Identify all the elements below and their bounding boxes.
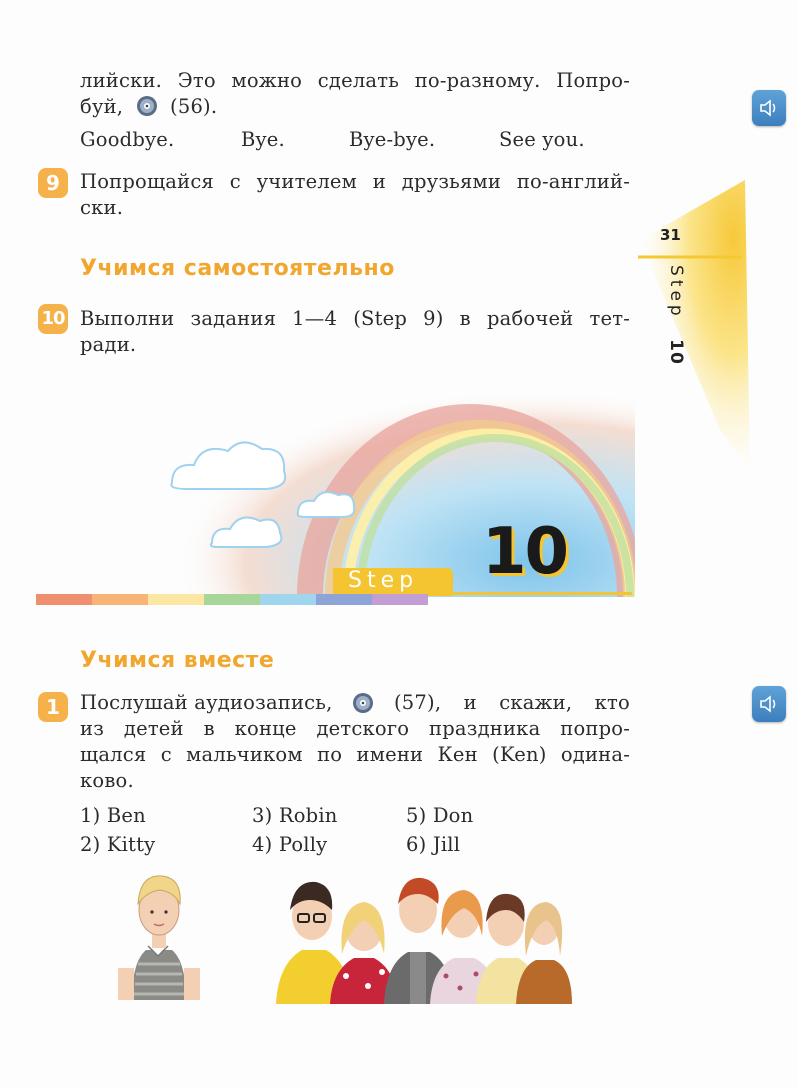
option-name: Don bbox=[432, 804, 474, 827]
phrase-4: See you. bbox=[499, 128, 585, 151]
phrase-1: Goodbye. bbox=[80, 128, 175, 151]
option-number: 4) bbox=[252, 833, 273, 856]
option-name: Kitty bbox=[106, 833, 156, 856]
option-number: 3) bbox=[252, 804, 273, 827]
color-stripe-4 bbox=[204, 594, 260, 605]
intro-track-ref: (56). bbox=[170, 95, 218, 118]
banner-baseline bbox=[428, 592, 632, 595]
option-3 bbox=[252, 803, 338, 828]
option-number: 2) bbox=[80, 833, 101, 856]
speaker-icon bbox=[752, 90, 786, 126]
illustration-boy-ken bbox=[118, 868, 200, 1000]
task-10-badge: 10 bbox=[38, 304, 68, 334]
illustration-children-group bbox=[272, 876, 572, 1004]
intro-line-1: лийски. Это можно сделать по-разному. Попро- bbox=[80, 69, 630, 92]
cd-icon bbox=[352, 692, 374, 714]
task-1-line-4: ково. bbox=[80, 769, 134, 792]
intro-line-2 bbox=[80, 94, 630, 119]
option-number: 6) bbox=[406, 833, 427, 856]
side-step-number: 10 bbox=[666, 339, 686, 365]
option-1 bbox=[80, 803, 146, 828]
option-4 bbox=[252, 832, 327, 857]
option-name: Ben bbox=[106, 804, 146, 827]
audio-play-button-bottom[interactable] bbox=[752, 686, 786, 722]
banner-step-word: Step bbox=[348, 568, 419, 593]
task-1-line-3: щался с мальчиком по имени Кен (Ken) одина- bbox=[80, 743, 630, 766]
color-stripe-3 bbox=[148, 594, 204, 605]
task-10-line-2: ради. bbox=[80, 333, 137, 356]
color-stripe-7 bbox=[372, 594, 428, 605]
option-6 bbox=[406, 832, 460, 857]
color-stripe-2 bbox=[92, 594, 148, 605]
option-number: 1) bbox=[80, 804, 101, 827]
phrase-2: Bye. bbox=[241, 128, 285, 151]
option-name: Robin bbox=[278, 804, 338, 827]
task-1-line-1 bbox=[80, 690, 630, 715]
heading-together: Учимся вместе bbox=[80, 648, 275, 673]
goodbye-phrases bbox=[0, 127, 797, 153]
color-stripe-6 bbox=[316, 594, 372, 605]
task-1-line-1-post: (57), и скажи, кто bbox=[393, 691, 630, 714]
cd-icon bbox=[136, 95, 158, 117]
page-number: 31 bbox=[660, 226, 681, 244]
side-step-label bbox=[661, 265, 691, 410]
option-5 bbox=[406, 803, 473, 828]
task-1-line-1-pre: Послушай аудиозапись, bbox=[80, 691, 333, 714]
task-9-badge: 9 bbox=[38, 168, 68, 198]
side-step-word: Step bbox=[666, 265, 686, 320]
option-number: 5) bbox=[406, 804, 427, 827]
heading-self-study: Учимся самостоятельно bbox=[80, 256, 395, 281]
audio-play-button-top[interactable] bbox=[752, 90, 786, 126]
option-2 bbox=[80, 832, 155, 857]
task-9-line-1: Попрощайся с учителем и друзьями по-англий- bbox=[80, 170, 630, 193]
task-1-badge: 1 bbox=[38, 692, 68, 722]
task-9-line-2: ски. bbox=[80, 196, 124, 219]
task-1-line-2: из детей в конце детского праздника попро- bbox=[80, 717, 630, 740]
color-stripe-5 bbox=[260, 594, 316, 605]
banner-step-number: 10 bbox=[482, 515, 568, 589]
speaker-icon bbox=[752, 686, 786, 722]
phrase-3: Bye-bye. bbox=[349, 128, 436, 151]
intro-line-2-text: буй, bbox=[80, 95, 124, 118]
option-name: Jill bbox=[432, 833, 461, 856]
color-stripe-1 bbox=[36, 594, 92, 605]
option-name: Polly bbox=[278, 833, 328, 856]
task-10-line-1: Выполни задания 1—4 (Step 9) в рабочей тет- bbox=[80, 307, 630, 330]
